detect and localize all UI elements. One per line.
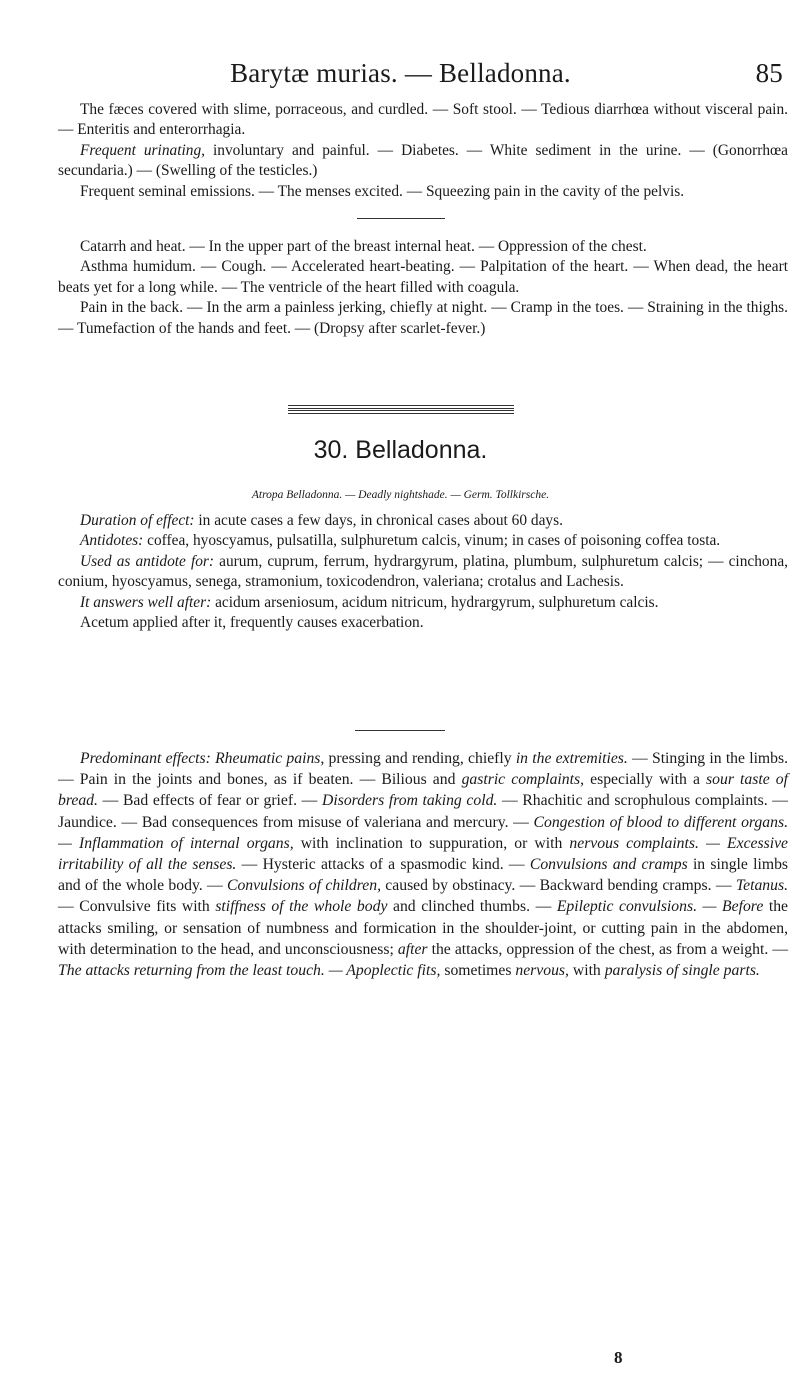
paragraph: It answers well after: acidum arseniosum, acidum nitricum, hydrargyrum, sulphuretum calcis. (80, 593, 659, 611)
section-title: 30. Belladonna. (313, 436, 488, 464)
belladonna-intro (58, 511, 788, 633)
italic-term: Frequent urinating, (80, 141, 205, 159)
page-title: Barytæ murias. — Belladonna. (230, 58, 571, 88)
section-double-rule (288, 405, 514, 409)
paragraph: Antidotes: coffea, hyoscyamus, pulsatilla, sulphuretum calcis, vinum; in cases of poisoning coffea tosta. (80, 532, 721, 550)
paragraph: Used as antidote for: aurum, cuprum, ferrum, hydrargyrum, platina, plumbum, sulphuretum calcis; — cinchona, conium, hyoscyamus, senega, stramonium, toxicodendron, valeriana; crotalus and Lachesis. (58, 552, 788, 591)
paragraph: Asthma humidum. — Cough. — Accelerated heart-beating. — Palpitation of the heart. — When dead, the heart beats yet for a long while. — The ventricle of the heart filled with coagula. (58, 258, 788, 296)
paragraph: Pain in the back. — In the arm a painless jerking, chiefly at night. — Cramp in the toes. — Straining in the thighs. — Tumefaction of the hands and feet. — (Dropsy after scarlet-fever.) (58, 299, 788, 337)
barytae-block-1 (58, 100, 788, 202)
paragraph: Catarrh and heat. — In the upper part of the breast internal heat. — Oppression of the chest. (80, 238, 647, 255)
paragraph: Acetum applied after it, frequently causes exacerbation. (80, 614, 424, 632)
separator-rule (355, 730, 445, 731)
barytae-block-2 (58, 237, 788, 339)
section-double-rule (288, 410, 514, 414)
paragraph: Predominant effects: Rheumatic pains, pressing and rending, chiefly in the extremities. — Stinging in the limbs. — Pain in the joints and bones, as if beaten. — Bilious and gastric complaints, especially with a sour taste of bread. — Bad effects of fear or grief. — Disorders from taking cold. — Rhachitic and scrophulous complaints. — Jaundice. — Bad consequences from misuse of valeriana and mercury. — Congestion of blood to different organs. — Inflammation of internal organs, with inclination to suppuration, or with nervous complaints. — Excessive irritability of all the senses. — Hysteric attacks of a spasmodic kind. — Convulsions and cramps in single limbs and of the whole body. — Convulsions of children, caused by obstinacy. — Backward bending cramps. — Tetanus. — Convulsive fits with stiffness of the whole body and clinched thumbs. — Epileptic convulsions. — Before the attacks smiling, or sensation of numbness and formication in the shoulder-joint, or cutting pain in the abdomen, with determination to the head, and unconsciousness; after the attacks, oppression of the chest, as from a weight. — The attacks returning from the least touch. — Apoplectic fits, sometimes nervous, with paralysis of single parts. (58, 750, 789, 980)
separator-rule (357, 218, 445, 219)
paragraph: Frequent urinating, involuntary and painful. — Diabetes. — White sediment in the urine. — (Gonorrhœa secundaria.) — (Swelling of the testicles.) (58, 141, 788, 180)
paragraph: Frequent seminal emissions. — The menses excited. — Squeezing pain in the cavity of the pelvis. (80, 182, 685, 200)
predominant-effects (58, 748, 788, 981)
paragraph: Duration of effect: in acute cases a few days, in chronical cases about 60 days. (80, 512, 563, 529)
page-number: 85 (755, 58, 783, 88)
section-subtitle: Atropa Belladonna. — Deadly nightshade. — Germ. Tollkirsche. (251, 489, 550, 501)
signature-mark: 8 (614, 1348, 623, 1367)
paragraph: The fæces covered with slime, porraceous, and curdled. — Soft stool. — Tedious diarrhœa without visceral pain. — Enteritis and enterorrhagia. (58, 101, 788, 139)
